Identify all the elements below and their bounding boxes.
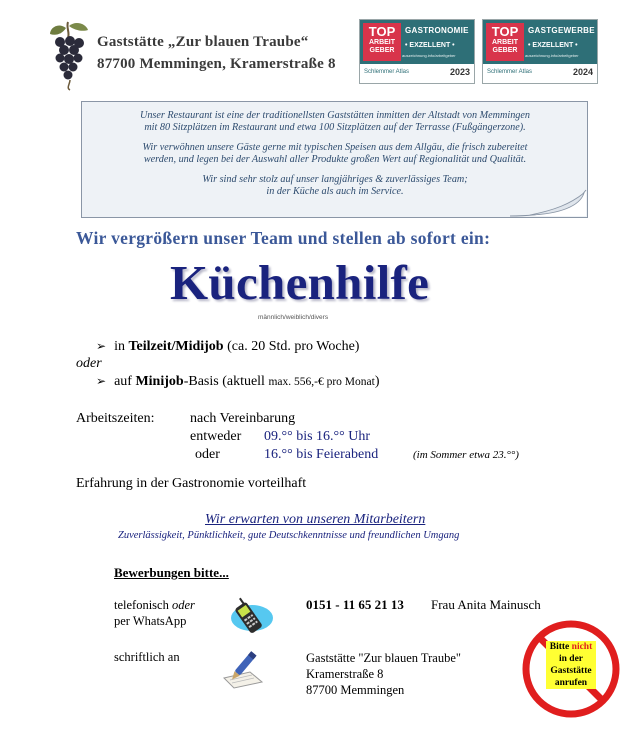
award-badge-2023: TOP ARBEIT GEBER GASTRONOMIE • EXZELLENT • auszeichnung.info/arbeitgeber Schlemmer Atlas 2023 bbox=[359, 19, 475, 84]
sign-text: in der bbox=[558, 654, 583, 664]
option-teilzeit: ➢ in Teilzeit/Midijob (ca. 20 Std. pro Woche) bbox=[96, 339, 360, 354]
pen-writing-icon bbox=[220, 648, 266, 690]
restaurant-address: 87700 Memmingen, Kramerstraße 8 bbox=[97, 56, 336, 72]
headline: Wir vergrößern unser Team und stellen ab sofort ein: bbox=[76, 228, 491, 248]
or-text: oder bbox=[76, 356, 102, 371]
sign-text: anrufen bbox=[554, 678, 588, 688]
schlemmer-atlas-label: Schlemmer Atlas bbox=[487, 69, 533, 75]
grape-logo-icon bbox=[48, 18, 92, 92]
postal-address: Gaststätte "Zur blauen Traube" Kramerstraße 8 87700 Memmingen bbox=[306, 651, 461, 697]
arrow-bullet-icon: ➢ bbox=[96, 374, 107, 388]
hours-summer-note: (im Sommer etwa 23.°°) bbox=[413, 449, 519, 461]
sign-text-red: nicht bbox=[571, 642, 593, 652]
sign-text: Bitte bbox=[549, 642, 572, 652]
sign-text: Gaststätte bbox=[550, 666, 592, 676]
page-curl-decoration bbox=[510, 188, 588, 218]
schlemmer-atlas-label: Schlemmer Atlas bbox=[364, 69, 410, 75]
phone-number: 0151 - 11 65 21 13 bbox=[306, 597, 404, 612]
intro-line: Unser Restaurant ist eine der traditionellsten Gaststätten inmitten der Altstadt von Memmingen bbox=[139, 110, 530, 121]
experience-text: Erfahrung in der Gastronomie vorteilhaft bbox=[76, 476, 307, 491]
intro-line: Wir sind sehr stolz auf unser langjähriges & zuverlässiges Team; bbox=[202, 174, 468, 185]
intro-line: Wir verwöhnen unsere Gäste gerne mit typischen Speisen aus dem Allgäu, die frisch zubereitet bbox=[142, 142, 528, 153]
intro-line: werden, und legen bei der Auswahl aller Produkte großen Wert auf Regionalität und Qualität. bbox=[143, 154, 527, 165]
gender-note: männlich/weiblich/divers bbox=[258, 314, 329, 321]
option-minijob: ➢ auf Minijob-Basis (aktuell max. 556,-€ pro Monat) bbox=[96, 374, 380, 389]
phone-contact: Frau Anita Mainusch bbox=[431, 597, 541, 612]
hours-label: Arbeitszeiten: bbox=[76, 411, 155, 426]
expect-title: Wir erwarten von unseren Mitarbeitern bbox=[205, 512, 426, 527]
hours-time-2: 16.°° bis Feierabend bbox=[264, 447, 379, 462]
cellphone-icon bbox=[228, 596, 274, 634]
expect-text: Zuverlässigkeit, Pünktlichkeit, gute Deutschkenntnisse und freundlichen Umgang bbox=[118, 530, 460, 541]
intro-line: mit 80 Sitzplätzen im Restaurant und etwa 100 Sitzplätzen auf der Terrasse (Fußgängerzone). bbox=[144, 122, 526, 133]
arrow-bullet-icon: ➢ bbox=[96, 339, 107, 353]
written-label: schriftlich an bbox=[114, 650, 180, 664]
intro-line: in der Küche als auch im Service. bbox=[266, 186, 404, 197]
restaurant-name: Gaststätte „Zur blauen Traube“ bbox=[97, 34, 309, 50]
hours-or: oder bbox=[195, 447, 220, 462]
hours-either: entweder bbox=[190, 429, 242, 444]
hours-time-1: 09.°° bis 16.°° Uhr bbox=[264, 429, 371, 444]
award-badge-2024: TOP ARBEIT GEBER GASTGEWERBE • EXZELLENT • auszeichnung.info/arbeitgeber Schlemmer Atlas 2024 bbox=[482, 19, 598, 84]
apply-title: Bewerbungen bitte... bbox=[114, 565, 229, 580]
phone-label: telefonisch oder per WhatsApp bbox=[114, 598, 195, 628]
hours-agreement: nach Vereinbarung bbox=[190, 411, 296, 426]
job-title: Küchenhilfe bbox=[170, 255, 430, 310]
no-call-sign bbox=[520, 618, 622, 720]
